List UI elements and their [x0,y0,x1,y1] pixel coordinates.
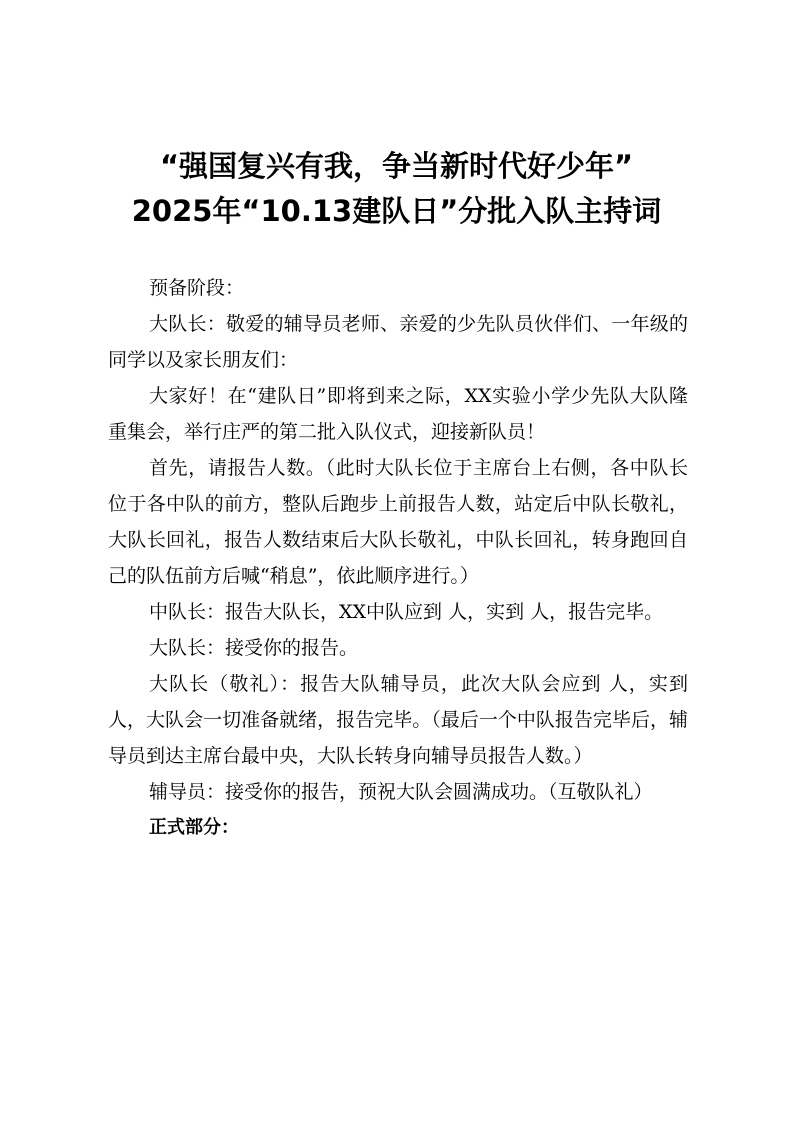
paragraph-brigade-leader-report: 大队长（敬礼）：报告大队辅导员，此次大队会应到 人，实到 人，大队会一切准备就绪，报告完毕。（最后一个中队报告完毕后，辅导员到达主席台最中央，大队长转身向辅导员报告人数。） [108,673,688,767]
paragraph-welcome: 大家好！在“建队日”即将到来之际，XX实验小学少先队大队隆重集会，举行庄严的第二批入队仪式，迎接新队员！ [108,385,688,443]
document-title-line-2: 2025年“10.13建队日”分批入队主持词 [131,194,662,228]
document-title-line-1: “强国复兴有我，争当新时代好少年” [159,149,634,183]
paragraph-squad-leader-report: 中队长：报告大队长，XX中队应到 人，实到 人，报告完毕。 [149,601,664,623]
paragraph-report-instructions: 首先，请报告人数。（此时大队长位于主席台上右侧，各中队长位于各中队的前方，整队后跑步上前报告人数，站定后中队长敬礼，大队长回礼，报告人数结束后大队长敬礼，中队长回礼，转身跑回自己的队伍前方后喊“稍息”，依此顺序进行。） [108,457,688,587]
paragraph-accept-report: 大队长：接受你的报告。 [149,637,359,659]
section-heading-formal: 正式部分： [149,817,239,838]
paragraph-greeting-address: 大队长：敬爱的辅导员老师、亲爱的少先队员伙伴们、一年级的同学以及家长朋友们： [108,313,688,371]
section-heading-preparation: 预备阶段： [149,277,245,299]
document-body [108,270,688,846]
paragraph-counselor-reply: 辅导员：接受你的报告，预祝大队会圆满成功。（互敬队礼） [149,781,653,803]
